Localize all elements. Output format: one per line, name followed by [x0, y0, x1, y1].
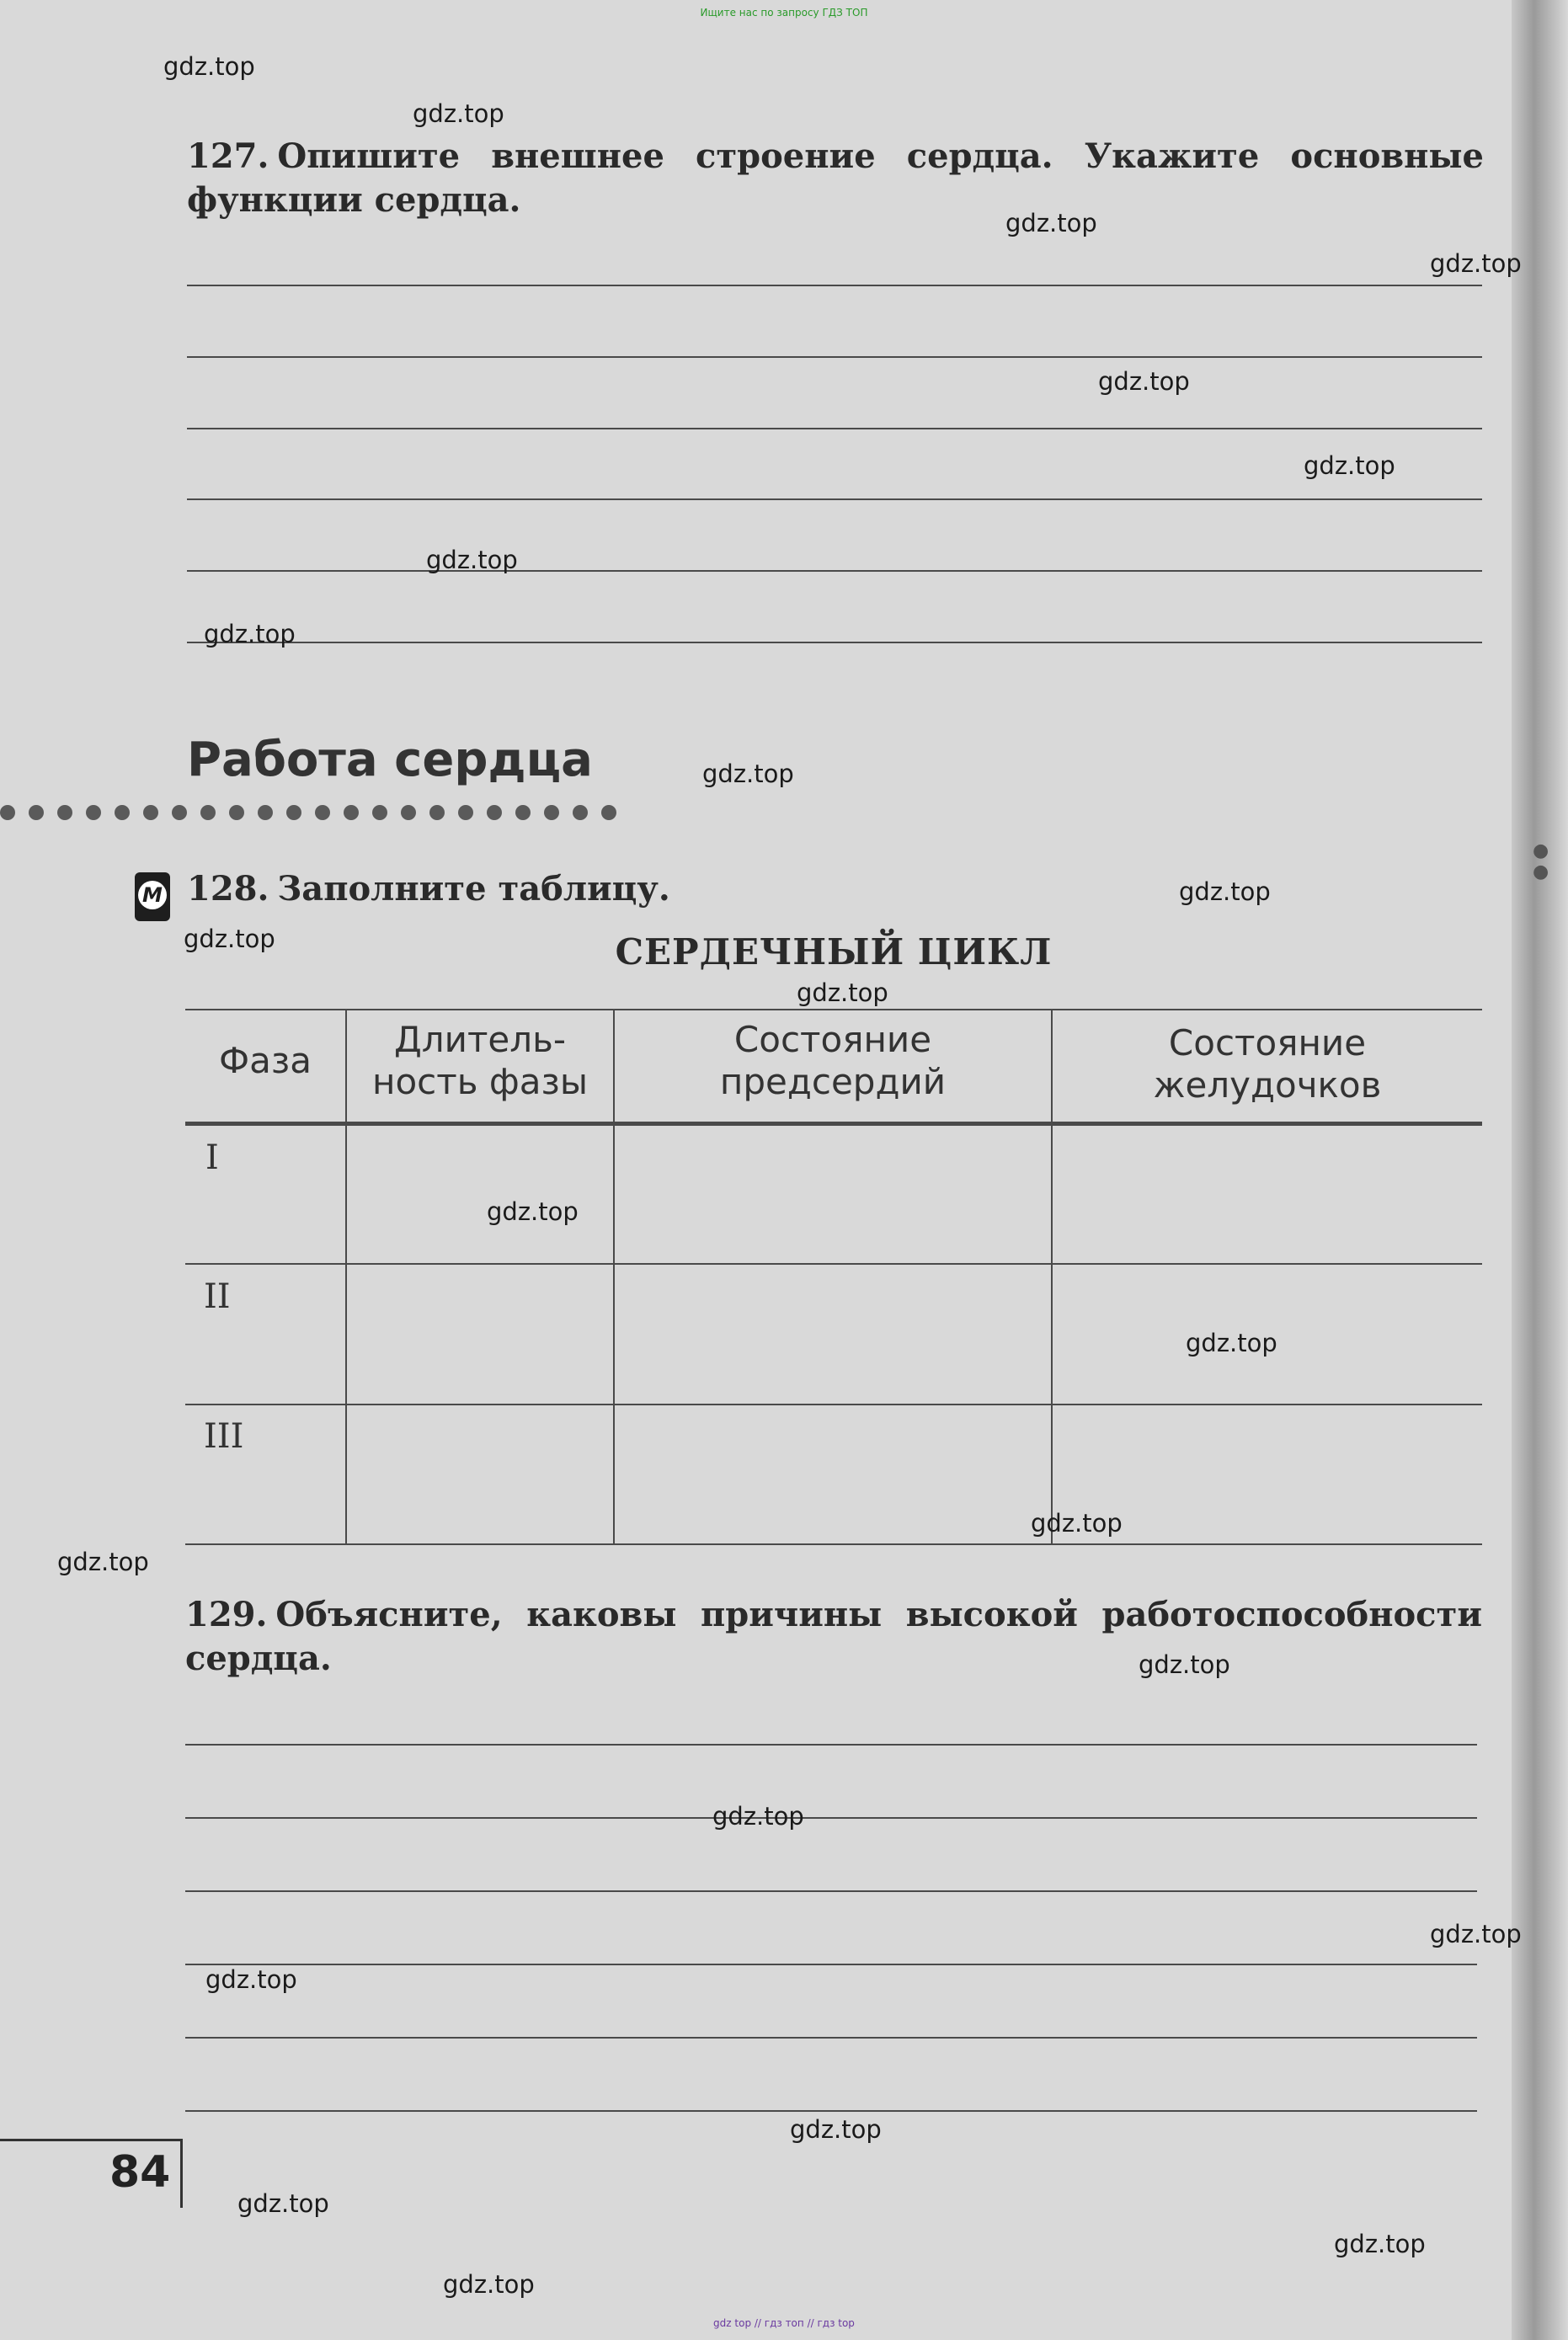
answer-line[interactable] [187, 498, 1482, 500]
answer-line[interactable] [185, 1817, 1477, 1819]
page-edge-shadow [1512, 0, 1568, 2340]
watermark: gdz.top [1304, 451, 1395, 480]
table-header-phase: Фаза [219, 1040, 312, 1081]
table-header-duration: Длитель- ность фазы [372, 1019, 588, 1102]
answer-line[interactable] [185, 1890, 1477, 1892]
table-top-border [185, 1009, 1482, 1010]
watermark: gdz.top [487, 1197, 579, 1226]
watermark: gdz.top [1334, 2230, 1426, 2258]
answer-line[interactable] [185, 2110, 1477, 2112]
watermark: gdz.top [1186, 1329, 1277, 1357]
task-129-number: 129. [185, 1595, 268, 1634]
table-header-border [185, 1122, 1482, 1126]
task-128-number: 128. [187, 869, 269, 909]
answer-line[interactable] [187, 356, 1482, 358]
table-bottom-border [185, 1543, 1482, 1545]
header-link[interactable]: Ищите нас по запросу ГДЗ ТОП [700, 7, 868, 19]
table-row-label: III [204, 1417, 244, 1456]
watermark: gdz.top [204, 620, 296, 648]
watermark: gdz.top [443, 2270, 535, 2299]
watermark: gdz.top [237, 2189, 329, 2218]
page-number-frame [0, 2139, 183, 2141]
watermark: gdz.top [790, 2115, 882, 2144]
watermark: gdz.top [712, 1802, 804, 1831]
answer-line[interactable] [185, 1744, 1477, 1746]
table-row-label: II [204, 1277, 231, 1316]
task-127-number: 127. [187, 136, 269, 176]
edge-dots: ● ● [1533, 840, 1549, 882]
section-title: Работа сердца [187, 733, 593, 787]
watermark: gdz.top [1031, 1509, 1123, 1538]
answer-line[interactable] [187, 570, 1482, 572]
table-row-border [185, 1263, 1482, 1265]
watermark: gdz.top [426, 546, 518, 574]
watermark: gdz.top [1005, 209, 1097, 237]
answer-line[interactable] [187, 285, 1482, 286]
watermark: gdz.top [1430, 249, 1522, 278]
watermark: gdz.top [1179, 877, 1271, 906]
table-row-label: I [205, 1138, 219, 1177]
page-number-frame [180, 2139, 183, 2208]
table-header-atria: Состояние предсердий [719, 1019, 947, 1102]
section-dots-divider [0, 805, 640, 824]
watermark: gdz.top [702, 760, 794, 788]
task-127-text: Опишите внешнее строение сердца. Укажите основные функции сердца. [187, 136, 1484, 220]
table-header-ventricles: Состояние желудочков [1153, 1022, 1382, 1106]
task-128 [187, 867, 1197, 911]
watermark: gdz.top [797, 978, 888, 1007]
watermark: gdz.top [1139, 1650, 1230, 1679]
answer-line[interactable] [185, 1964, 1477, 1965]
table-title: СЕРДЕЧНЫЙ ЦИКЛ [615, 931, 1053, 973]
watermark: gdz.top [205, 1965, 297, 1994]
watermark: gdz.top [1430, 1920, 1522, 1948]
answer-line[interactable] [187, 428, 1482, 429]
watermark: gdz.top [1098, 367, 1190, 396]
task-128-text: Заполните таблицу. [277, 869, 670, 909]
watermark: gdz.top [57, 1548, 149, 1576]
task-129 [185, 1593, 1482, 1681]
answer-line[interactable] [185, 2037, 1477, 2039]
task-127 [187, 135, 1484, 222]
method-icon [135, 872, 170, 921]
footer-link[interactable]: gdz top // гдз топ // гдз top [713, 2317, 855, 2329]
watermark: gdz.top [184, 925, 275, 953]
watermark: gdz.top [413, 99, 504, 128]
task-129-text: Объясните, каковы причины высокой работоспособности сердца. [185, 1595, 1482, 1678]
method-icon-letter: М [138, 881, 167, 909]
table-row-border [185, 1404, 1482, 1405]
watermark: gdz.top [163, 52, 255, 81]
answer-line[interactable] [187, 642, 1482, 643]
page-number: 84 [109, 2147, 171, 2198]
